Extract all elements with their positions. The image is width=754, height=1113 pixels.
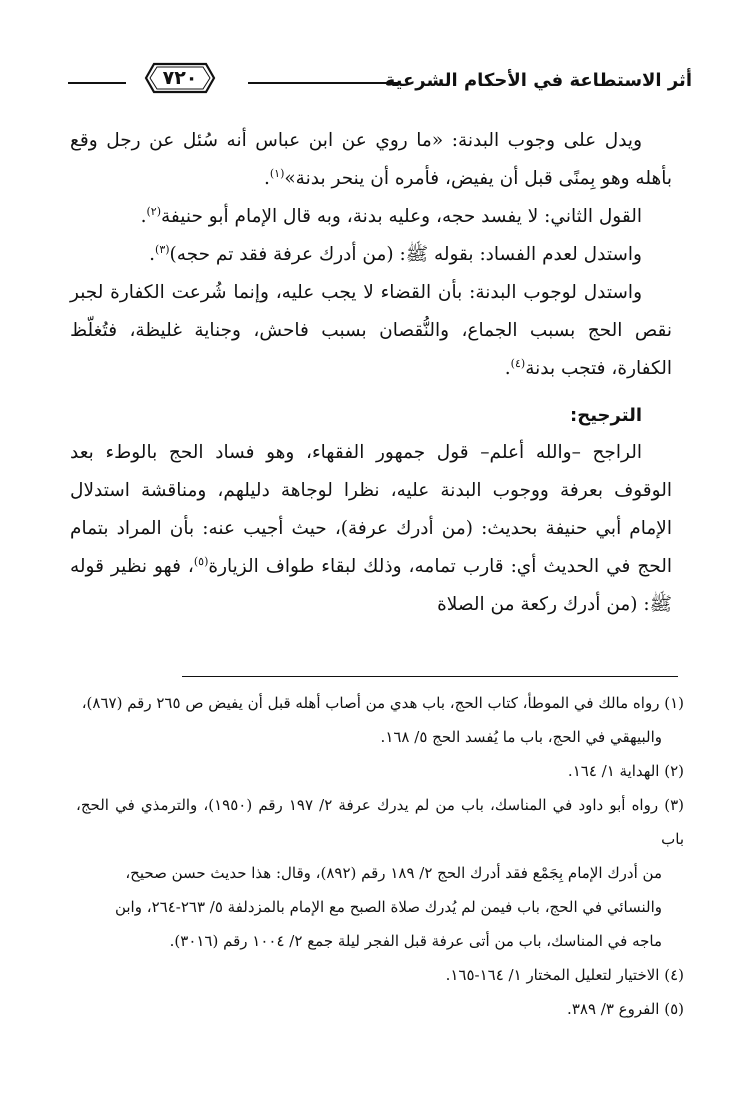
footnotes [76,686,684,1026]
footnote-ref[interactable]: (٤) [510,356,526,370]
running-title: أثر الاستطاعة في الأحكام الشرعية [384,70,692,91]
footnote: (٤) الاختيار لتعليل المختار ١/ ١٦٤-١٦٥. [445,966,684,984]
footnote-separator [182,676,678,677]
footnote-ref[interactable]: (١) [269,166,285,180]
footnote: (١) رواه مالك في الموطأ، كتاب الحج، باب هدي من أصاب أهله قبل أن يفيض ص ٢٦٥ رقم (٨٦٧)، [81,694,684,712]
paragraph-text: الراجح –والله أعلم– قول جمهور الفقهاء، وهو فساد الحج بالوطء بعد الوقوف بعرفة ووجوب البدنة عليه، نظرا لوجاهة دليلهم، ومناقشة استدلال الإمام أبي حنيفة بحديث: (من أدرك عرفة)، حيث أجيب عنه: بأن المراد بتمام الحج في الحديث أي: قارب تمامه، وذلك لبقاء طواف الزيارة [70,442,672,577]
paragraph-text: ويدل على وجوب البدنة: «ما روي عن ابن عباس أنه سُئل عن رجل وقع بأهله وهو بِمنًى قبل أن يفيض، فأمره أن ينحر بدنة» [70,130,672,189]
paragraph: واستدل لعدم الفساد: بقوله ﷺ: (من أدرك عرفة فقد تم حجه)$^{(٣)}$. [149,242,642,265]
main-text [70,122,672,624]
section-heading: الترجيح: [570,405,642,426]
footnote: (٢) الهداية ١/ ١٦٤. [567,762,684,780]
footnote-ref[interactable]: (٥) [193,554,209,568]
paragraph-text: ، فهو نظير قوله ﷺ: (من أدرك ركعة من الصلاة [70,556,672,615]
footnote: (٣) رواه أبو داود في المناسك، باب من لم يدرك عرفة ٢/ ١٩٧ رقم (١٩٥٠)، والترمذي في الحج، باب [76,796,684,848]
footnote-ref[interactable]: (٢) [146,204,161,218]
paragraph-text: واستدل لعدم الفساد: بقوله ﷺ: (من أدرك عرفة فقد تم حجه) [169,244,642,265]
paragraph: القول الثاني: لا يفسد حجه، وعليه بدنة، وبه قال الإمام أبو حنيفة$^{(٢)}$. [140,204,642,227]
footnote-continuation: ماجه في المناسك، باب من أتى عرفة قبل الفجر ليلة جمع ٢/ ١٠٠٤ رقم (٣٠١٦). [169,932,662,950]
footnote-continuation: من أدرك الإمام بِجَمْع فقد أدرك الحج ٢/ ١٨٩ رقم (٨٩٢)، وقال: هذا حديث حسن صحيح، [125,864,662,882]
footnote: (٥) الفروع ٣/ ٣٨٩. [567,1000,684,1018]
page-header [68,58,692,104]
footnote-continuation: والبيهقي في الحج، باب ما يُفسد الحج ٥/ ١٦٨. [380,728,662,746]
page-number: ٧٢٠ [162,67,198,89]
footnote-ref[interactable]: (٣) [155,242,170,256]
page-number-badge [140,58,220,98]
footnote-continuation: والنسائي في الحج، باب فيمن لم يُدرك صلاة الصبح مع الإمام بالمزدلفة ٥/ ٢٦٣-٢٦٤، وابن [114,898,662,916]
header-rule-left [68,82,126,84]
paragraph: واستدل لوجوب البدنة: بأن القضاء لا يجب عليه، وإنما شُرعت الكفارة لجبر نقص الحج بسبب الجماع، والنُّقصان بسبب فاحش، وجناية غليظة، فتُغلّظ الكفارة، فتجب بدنة$^{(٤)}$. [70,282,672,379]
paragraph [70,434,672,624]
paragraph-text: واستدل لوجوب البدنة: بأن القضاء لا يجب عليه، وإنما شُرعت الكفارة لجبر نقص الحج بسبب الجماع، والنُّقصان بسبب فاحش، وجناية غليظة، فتُغلّظ الكفارة، فتجب بدنة [70,282,672,379]
paragraph: ويدل على وجوب البدنة: «ما روي عن ابن عباس أنه سُئل عن رجل وقع بأهله وهو بِمنًى قبل أن يفيض، فأمره أن ينحر بدنة»$^{(١)}$. [70,130,672,189]
paragraph-text: القول الثاني: لا يفسد حجه، وعليه بدنة، وبه قال الإمام أبو حنيفة [161,206,642,227]
